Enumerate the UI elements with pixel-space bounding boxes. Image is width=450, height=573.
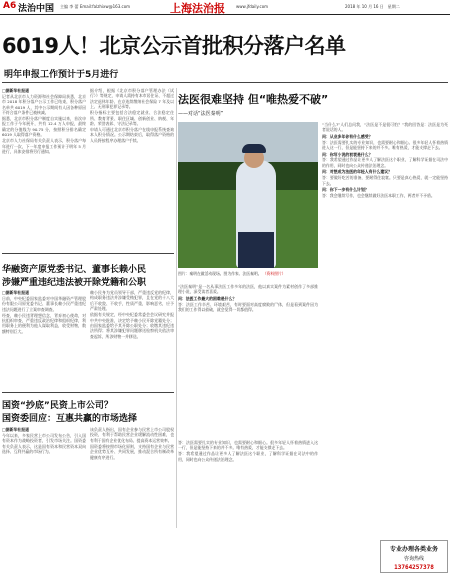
feature-question: 问：你下一步有什么计划？	[322, 186, 369, 192]
feature-photo	[178, 122, 318, 268]
divider	[2, 82, 448, 83]
huarong-headline: 华融资产原党委书记、董事长赖小民	[2, 265, 147, 275]
main-headline: 6019人！北京公示首批积分落户名单	[2, 34, 346, 58]
huarong-byline: □据新华社报道	[2, 290, 30, 295]
main-story-paragraph: 申请人可通过北京市积分落户在线申报系统查询本人积分情况。公示期结束后，取得落户资格的人员将按程序办理落户手续。	[90, 126, 174, 143]
masthead	[0, 0, 450, 15]
huarong-paragraph: 依据有关规定，经中央纪委常委会会议研究并报中共中央批准，决定给予赖小民开除党籍处分；由国家监委给予其开除公职处分；收缴其违纪违法所得；将其涉嫌犯罪问题移送检察机关依法审查起诉，所涉财物一并移送。	[90, 312, 174, 339]
main-story-paragraph: 记者从北京市人力资源和社会保障局获悉，北京市 2018 年积分落户公示工作已结束，积分落户名单共 6019 人，其中公示期间有人因各种原因不符合落户条件已被核减。	[2, 93, 86, 116]
ad-title: 专业办理各类业务	[389, 546, 438, 553]
huarong-headline-2: 涉嫌严重违纪违法被开除党籍和公职	[2, 278, 147, 288]
feature-paragraph: 答：法医需要扎实的专业知识，也需要耐心和细心。很多年轻人怀着热情进入这一行，但是能坚持下来的并不多。唯有热爱，才能支撑走下去。	[322, 139, 448, 151]
feature-paragraph: 答：我会继续写作，也会继续做好法医本职工作，两者并不矛盾。	[322, 192, 435, 198]
feature-paragraph: 答：我希望通过作品让更多人了解法医这个职业，了解科学证据在司法中的作用，同时也向公众传递法治理念。	[322, 157, 448, 168]
main-subhead: 明年申报工作预计于5月进行	[4, 70, 119, 80]
feature-paragraph: “法医秦明”是一名从事法医工作多年的法医，他以真实案件为素材创作了多部推理小说，深受读者喜爱。	[178, 284, 318, 295]
huarong-paragraph: 赖小民身为党员领导干部，严重违反党的纪律，构成职务违法并涉嫌受贿犯罪，且在党的十八大后不收敛、不收手，性质严重，影响恶劣，应予严肃处理。	[90, 290, 174, 312]
divider	[2, 253, 174, 254]
feature-question: 问：从业多年你有什么感受？	[322, 133, 373, 139]
feature-header	[178, 91, 446, 117]
feature-column-right	[322, 122, 448, 534]
feature-paragraph: 答：我希望通过作品让更多人了解法医这个职业，了解科学证据在司法中的作用，同时也向公众传递法治理念。	[178, 451, 318, 462]
guozi-column-1	[2, 427, 86, 571]
guozi-headline: 国资“抄底”民资上市公司？	[2, 401, 113, 411]
feature-question: 问：你写小说的初衷是什么？	[322, 151, 373, 157]
website-link[interactable]: www.jfdaily.com	[236, 4, 269, 9]
photo-caption	[178, 271, 318, 276]
divider	[2, 392, 174, 393]
column-divider	[176, 88, 177, 528]
main-story-column-1	[2, 88, 86, 250]
huarong-column-2	[90, 290, 174, 390]
ad-label: 咨询热线	[403, 556, 424, 562]
main-story-byline: □据新华社报道	[2, 88, 30, 93]
feature-title: 法医很难坚持 但“唯热爱不破”	[178, 93, 329, 106]
feature-paragraph: 答：法医工作辛苦、环境艰苦，有时要面对高度腐败的尸体，但是看到案件因为我们的工作得以侦破，就会觉得一切都值得。	[178, 301, 318, 313]
feature-paragraph: 答：要做好吃苦的准备，要耐得住寂寞。只要是真心热爱，就一定能坚持下去。	[322, 175, 448, 186]
main-story-paragraph: 积分指标主要包括合法稳定就业、合法稳定住所、教育背景、职住区域、创新创业、纳税、年龄、荣誉表彰、守法记录等。	[90, 110, 174, 126]
guozi-paragraph: 该负责人指出，国有企业参与民营上市公司股权投资，有利于帮助民营企业缓解流动性困难，也有利于国有企业优化布局、提高资本运营效率。	[90, 427, 174, 443]
newspaper-logo: 上海法治报	[170, 2, 225, 15]
main-story-column-2	[90, 88, 174, 250]
huarong-paragraph: 经查，赖小民违背理想信念，背弃初心使命，对抗组织审查，严重违反政治纪律和组织纪律，利用职务上的便利为他人谋取利益，收受财物，数额特别巨大。	[2, 312, 86, 334]
main-story-paragraph: 据悉，北京市积分落户制度自实施以来，首次申报工作于今年展开，共有 12.4 万人申报，最终确定的分值线为 90.75 分，按照积分排名确定 6019 人取得落户资格。	[2, 116, 86, 138]
classified-ad[interactable]	[380, 540, 448, 573]
guozi-paragraph: 国资委将按照市场化原则，支持国有企业与民营企业优势互补、共同发展，推动混合所有制改革健康有序进行。	[90, 443, 174, 460]
main-story-paragraph: 据介绍，根据《北京市积分落户管理办法（试行）》等规定，申请人需持有本市居住证、不超过法定退休年龄、在京连续缴纳社会保险 7 年及以上、无刑事犯罪记录等。	[90, 88, 174, 110]
feature-subtitle: ——对话“法医秦明”	[178, 111, 224, 117]
huarong-column-1	[2, 290, 86, 390]
guozi-byline: □据新华社报道	[2, 427, 30, 432]
guozi-column-2	[90, 427, 174, 571]
feature-question: 问：对想成为法医的年轻人有什么建议？	[322, 169, 393, 175]
feature-paragraph: 答：法医需要扎实的专业知识，也需要耐心和细心。很多年轻人怀着热情进入这一行，但是能坚持下来的并不多。唯有热爱，才能支撑走下去。	[178, 440, 318, 451]
ad-phone[interactable]: 13764257378	[394, 564, 434, 571]
photo-caption-text: 图片：秦明在做活动现场。图为作家、法医秦明。	[178, 271, 262, 276]
guozi-paragraph: 今年以来，多家民营上市公司发布公告，引入国有资本作为战略投资者，引发市场关注。国资委有关负责人表示，这是国有资本和民营资本双向选择、互利共赢的市场行为。	[2, 432, 86, 455]
photo-credit: （资料照片）	[262, 271, 286, 276]
page-number: A6	[3, 1, 17, 11]
issue-date: 2018 年 10 月 16 日 星期二	[345, 4, 400, 9]
huarong-paragraph: 日前，中央纪委国家监委对中国华融资产管理股份有限公司原党委书记、董事长赖小民严重违纪违法问题进行了立案审查调查。	[2, 295, 86, 312]
main-story-paragraph: 北京市人力社保局有关负责人表示，积分落户每年进行一次，下一年度申报工作预计于明年 5 月进行，具体安排将另行通知。	[2, 138, 86, 154]
editor-info: 主编 李 蕾 Email:falzhixw@163.com	[60, 4, 131, 9]
feature-question: 问：法医工作最大的困难是什么？	[178, 295, 237, 301]
feature-continuation	[178, 440, 318, 570]
section-name: 法治中国	[18, 4, 55, 14]
guozi-headline-2: 国资委回应：互惠共赢的市场选择	[2, 414, 138, 424]
feature-paragraph: “当什么?”人们总问我，“法医是不是很可怕？”我的回答是：法医是为死者说话的人。	[322, 122, 448, 133]
